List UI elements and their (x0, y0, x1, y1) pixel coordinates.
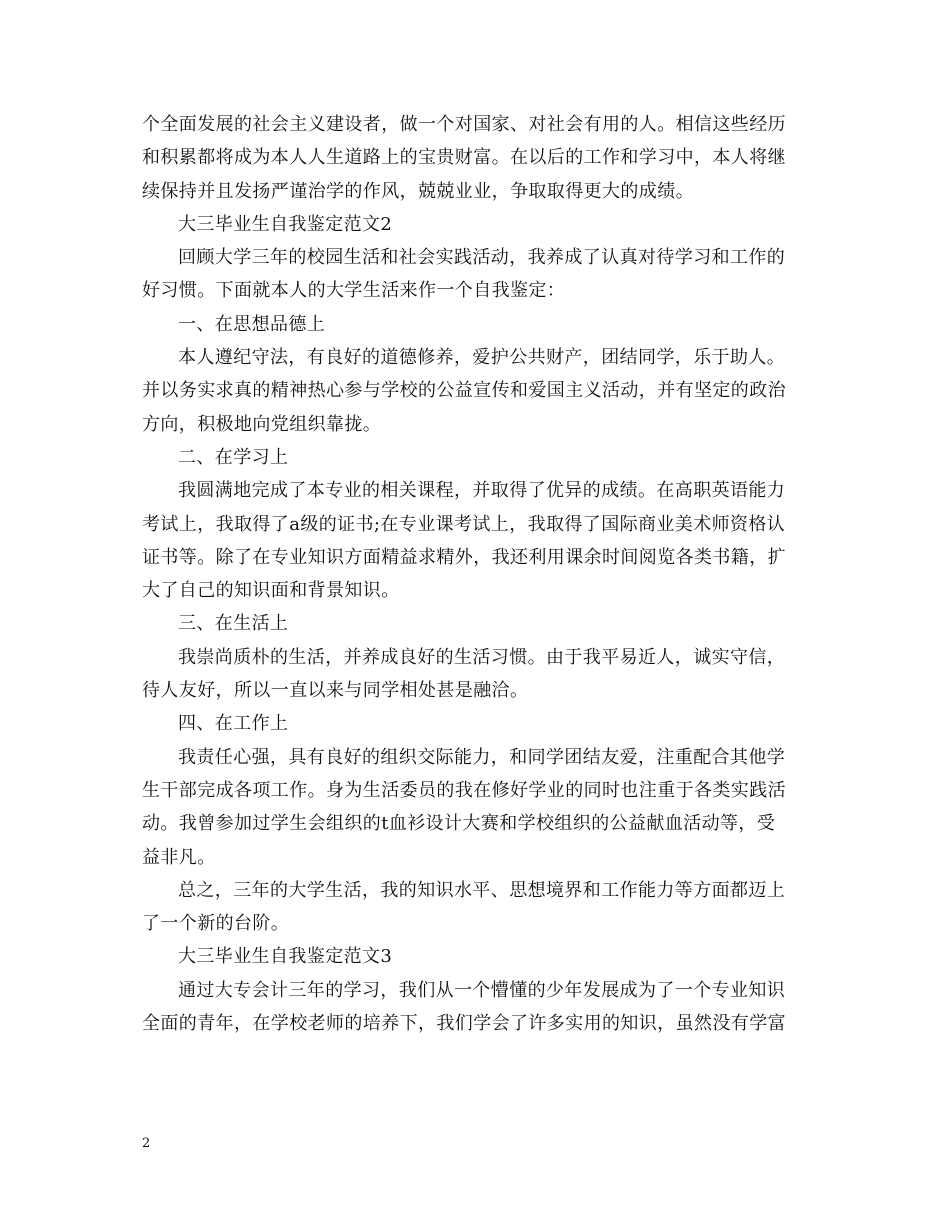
text-line: 大三毕业生自我鉴定范文3 (178, 946, 393, 968)
text-line: 通过大专会计三年的学习，我们从一个懵懂的少年发展成为了一个专业知识 (178, 979, 786, 1001)
text-line: 续保持并且发扬严谨治学的作风，兢兢业业，争取取得更大的成绩。 (142, 180, 694, 202)
text-line: 四、在工作上 (178, 713, 289, 735)
text-line: 大了自己的知识面和背景知识。 (142, 580, 400, 602)
text-line: 总之，三年的大学生活，我的知识水平、思想境界和工作能力等方面都迈上 (178, 879, 786, 901)
text-line: 回顾大学三年的校园生活和社会实践活动，我养成了认真对待学习和工作的 (178, 247, 786, 269)
text-line: 并以务实求真的精神热心参与学校的公益宣传和爱国主义活动，并有坚定的政治 (142, 380, 786, 402)
text-line: 我责任心强，具有良好的组织交际能力，和同学团结友爱，注重配合其他学 (178, 746, 786, 768)
body-text (142, 108, 810, 1040)
text-line: 了一个新的台阶。 (142, 913, 290, 935)
text-line: 好习惯。下面就本人的大学生活来作一个自我鉴定： (142, 280, 566, 302)
text-line: 益非凡。 (142, 846, 216, 868)
text-line: 大三毕业生自我鉴定范文2 (178, 213, 393, 235)
text-line: 我圆满地完成了本专业的相关课程，并取得了优异的成绩。在高职英语能力 (178, 480, 786, 502)
text-line: 二、在学习上 (178, 446, 289, 468)
text-line: 待人友好，所以一直以来与同学相处甚是融洽。 (142, 680, 529, 702)
text-line: 考试上，我取得了a级的证书;在专业课考试上，我取得了国际商业美术师资格认 (142, 513, 786, 535)
page-number: 2 (142, 1136, 151, 1151)
text-line: 个全面发展的社会主义建设者，做一个对国家、对社会有用的人。相信这些经历 (142, 114, 786, 135)
text-line: 全面的青年，在学校老师的培养下，我们学会了许多实用的知识，虽然没有学富 (142, 1013, 786, 1035)
text-line: 我崇尚质朴的生活，并养成良好的生活习惯。由于我平易近人，诚实守信， (178, 646, 786, 668)
text-line: 和积累都将成为本人人生道路上的宝贵财富。在以后的工作和学习中，本人将继 (142, 147, 786, 169)
text-line: 证书等。除了在专业知识方面精益求精外，我还利用课余时间阅览各类书籍，扩 (142, 546, 786, 568)
text-line: 方向，积极地向党组织靠拢。 (142, 413, 382, 435)
text-line: 动。我曾参加过学生会组织的t血衫设计大赛和学校组织的公益献血活动等，受 (142, 813, 776, 835)
text-line: 三、在生活上 (178, 613, 289, 635)
text-line: 本人遵纪守法，有良好的道德修养，爱护公共财产，团结同学，乐于助人。 (178, 347, 786, 369)
text-line: 生干部完成各项工作。身为生活委员的我在修好学业的同时也注重于各类实践活 (142, 779, 786, 801)
text-line: 一、在思想品德上 (178, 313, 326, 335)
